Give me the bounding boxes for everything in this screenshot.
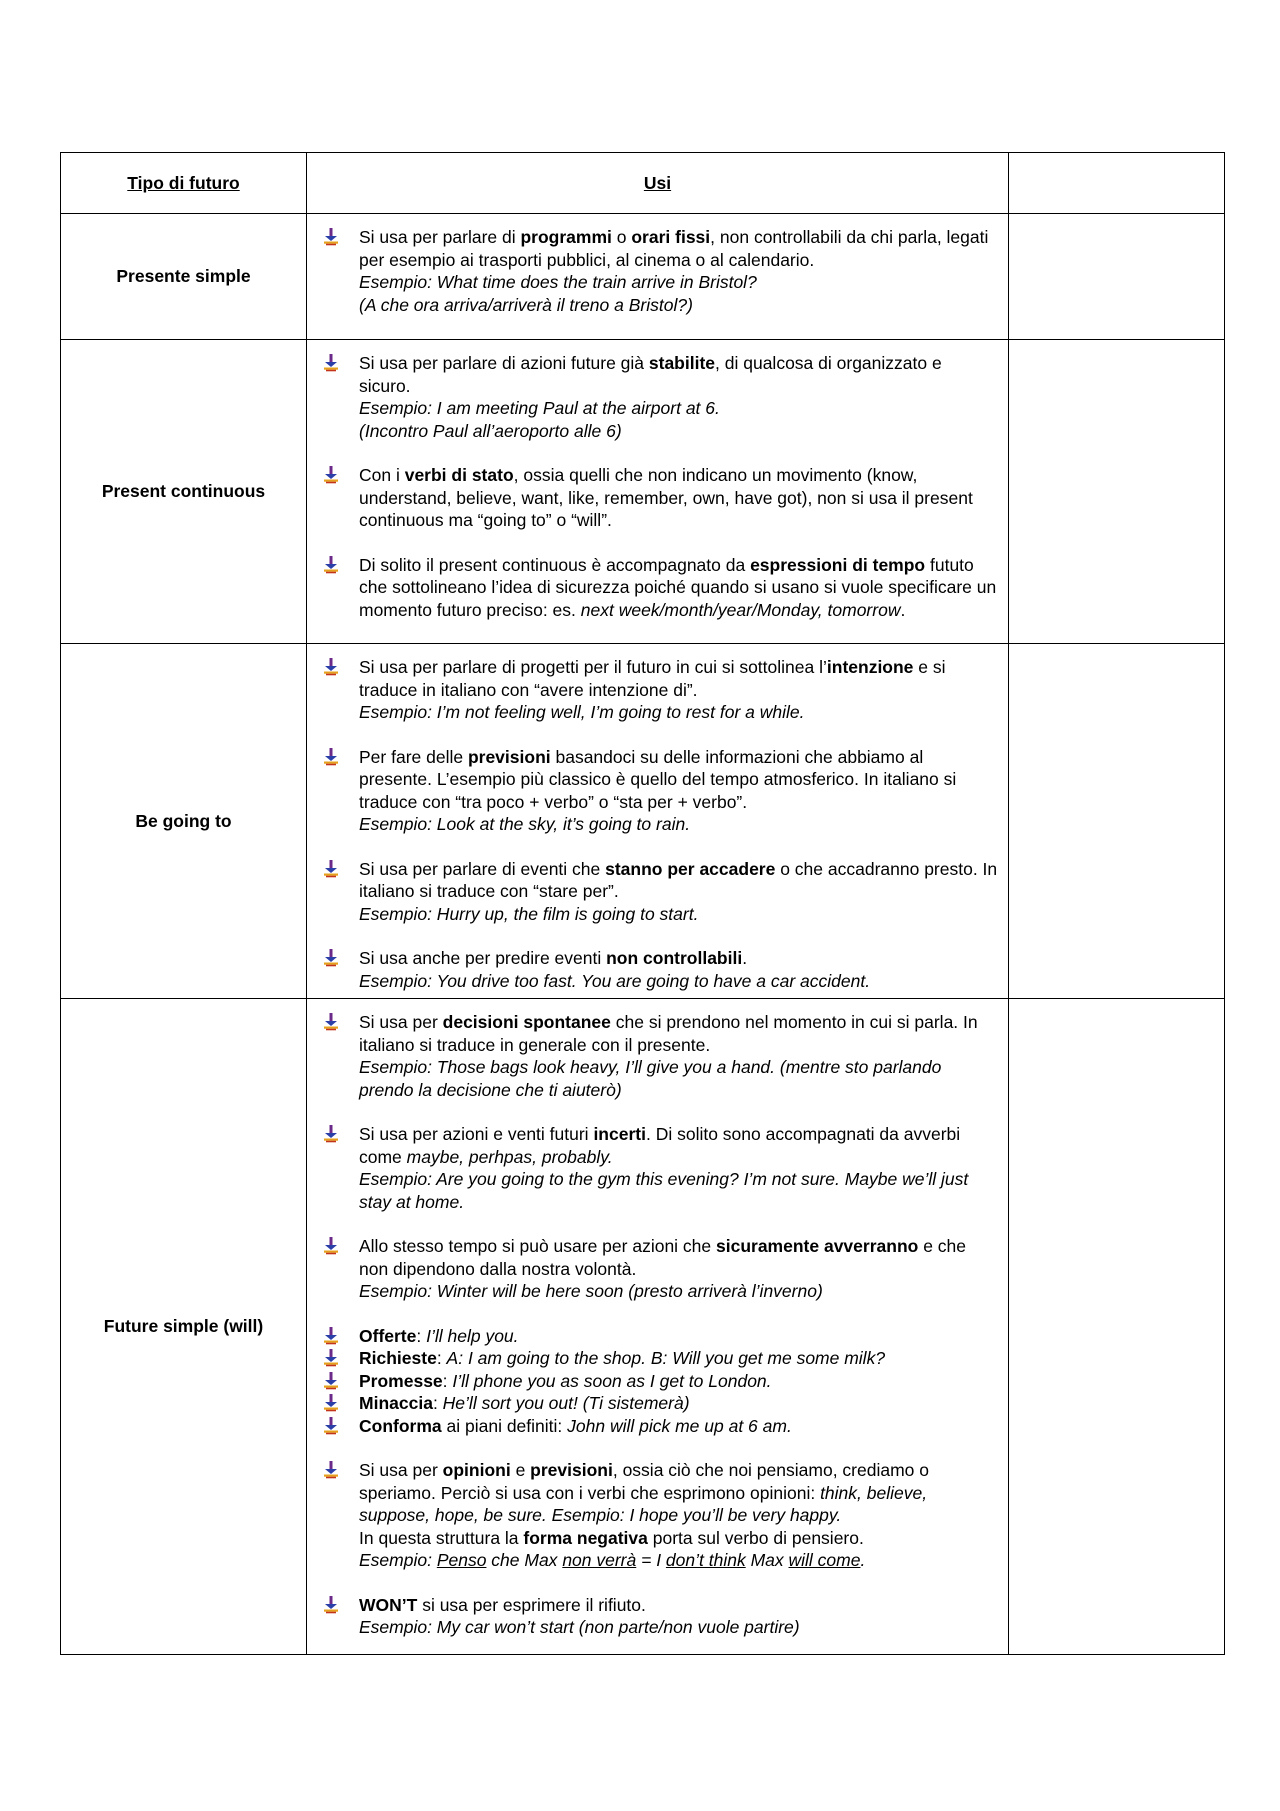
underlined-text: will come bbox=[788, 1550, 861, 1570]
item-text: o bbox=[611, 227, 632, 247]
example-text: John will pick me up at 6 am. bbox=[567, 1415, 792, 1436]
bullet-arrow-icon bbox=[323, 858, 359, 880]
table-header-row bbox=[61, 153, 1225, 214]
example-text: Esempio: bbox=[359, 1550, 437, 1570]
item-bold: decisioni spontanee bbox=[442, 1012, 611, 1032]
item-text: Di solito il present continuous è accompagnato da bbox=[359, 554, 751, 575]
bullet-arrow-icon bbox=[323, 1011, 359, 1033]
list-item bbox=[323, 1325, 998, 1348]
item-text: , non controllabili da chi parla, legati per esempio ai trasporti pubblici, al cinema o al calendario. bbox=[359, 227, 989, 270]
item-text: Si usa per parlare di bbox=[359, 227, 521, 247]
underlined-text: Penso bbox=[436, 1550, 487, 1570]
item-text: Si usa per parlare di progetti per il futuro in cui si sottolinea l’ bbox=[359, 657, 827, 677]
bullet-arrow-icon bbox=[323, 464, 359, 486]
example-text: (Incontro Paul all’aeroporto alle 6) bbox=[359, 420, 622, 441]
bullet-arrow-icon bbox=[323, 947, 359, 969]
item-bold: WON’T bbox=[359, 1594, 418, 1615]
example-text: che Max bbox=[486, 1550, 563, 1570]
item-bold: orari fissi bbox=[631, 227, 711, 247]
example-text: Esempio: Hurry up, the film is going to start. bbox=[359, 903, 699, 924]
empty-cell bbox=[1009, 999, 1225, 1655]
table-row bbox=[61, 644, 1225, 999]
item-text: che si prendono nel momento in cui si parla. In italiano si traduce in generale con il presente. bbox=[359, 1012, 978, 1055]
empty-cell bbox=[1009, 644, 1225, 999]
item-bold: stabilite bbox=[648, 353, 716, 373]
header-cell-usi bbox=[307, 153, 1009, 214]
uses-sublist bbox=[323, 1325, 998, 1438]
list-item bbox=[323, 1459, 998, 1572]
example-text: think, believe, suppose, hope, be sure. Esempio: I hope you’ll be very happy. bbox=[359, 1482, 928, 1525]
item-text: Si usa per parlare di azioni future già bbox=[359, 353, 649, 373]
example-text: next week/month/year/Monday, tomorrow bbox=[580, 599, 901, 620]
example-text: Max bbox=[745, 1550, 789, 1570]
item-text: e bbox=[510, 1460, 531, 1480]
uses-cell bbox=[307, 999, 1009, 1655]
item-bold: sicuramente avverranno bbox=[716, 1236, 919, 1256]
bullet-arrow-icon bbox=[323, 1392, 359, 1414]
example-text: Esempio: I’m not feeling well, I’m going to rest for a while. bbox=[359, 702, 805, 722]
list-item bbox=[323, 858, 998, 926]
header-usi: Usi bbox=[643, 172, 672, 193]
futures-table bbox=[60, 152, 1225, 1655]
bullet-arrow-icon bbox=[323, 1370, 359, 1392]
bullet-arrow-icon bbox=[323, 746, 359, 768]
list-item bbox=[323, 947, 998, 992]
item-bold: non controllabili bbox=[606, 948, 743, 968]
item-text: fututo che sottolineano l’idea di sicurezza poiché quando si usano si vuole specificare un momento futuro preciso: es. bbox=[359, 554, 997, 620]
uses-cell bbox=[307, 214, 1009, 340]
bullet-arrow-icon bbox=[323, 1594, 359, 1616]
item-bold: previsioni bbox=[467, 746, 551, 767]
list-item bbox=[323, 1011, 998, 1101]
list-item bbox=[323, 352, 998, 442]
example-text: He’ll sort you out! (Ti sistemerà) bbox=[442, 1393, 690, 1413]
example-text: Esempio: I am meeting Paul at the airport at 6. bbox=[359, 398, 720, 418]
type-cell: Presente simple bbox=[61, 214, 307, 340]
empty-cell bbox=[1009, 214, 1225, 340]
item-text: Allo stesso tempo si può usare per azioni che bbox=[359, 1236, 716, 1256]
list-item bbox=[323, 656, 998, 724]
item-text: , di qualcosa di organizzato e sicuro. bbox=[359, 353, 942, 396]
item-bold: programmi bbox=[520, 227, 612, 247]
table-row bbox=[61, 214, 1225, 340]
bullet-arrow-icon bbox=[323, 656, 359, 678]
item-text: e che non dipendono dalla nostra volontà. bbox=[359, 1236, 967, 1279]
header-cell-tipo bbox=[61, 153, 307, 214]
header-cell-empty bbox=[1009, 153, 1225, 214]
item-text: Si usa per azioni e venti futuri bbox=[359, 1124, 594, 1144]
bullet-arrow-icon bbox=[323, 1123, 359, 1145]
bullet-arrow-icon bbox=[323, 1325, 359, 1347]
item-text: basandoci su delle informazioni che abbiamo al presente. L’esempio più classico è quello del tempo atmosferico. In italiano si traduce con “tra poco + verbo” o “sta per + verbo”. bbox=[359, 746, 957, 812]
item-text: : bbox=[442, 1370, 453, 1391]
bullet-arrow-icon bbox=[323, 1235, 359, 1257]
item-text: Con i bbox=[359, 465, 405, 485]
bullet-arrow-icon bbox=[323, 1415, 359, 1437]
item-text: Si usa per bbox=[359, 1012, 443, 1032]
item-text: : bbox=[436, 1348, 447, 1368]
list-item bbox=[323, 226, 998, 316]
item-bold: stanno per accadere bbox=[605, 858, 776, 879]
item-text: , ossia quelli che non indicano un movimento (know, understand, believe, want, like, remember, own, have got), non si usa il present continuous ma “going to” o “will”. bbox=[359, 465, 973, 530]
bullet-arrow-icon bbox=[323, 1347, 359, 1369]
bullet-arrow-icon bbox=[323, 1459, 359, 1481]
list-item bbox=[323, 746, 998, 836]
item-bold: intenzione bbox=[826, 657, 914, 677]
item-text: : bbox=[432, 1393, 443, 1413]
item-text: Si usa per bbox=[359, 1460, 443, 1480]
item-bold: Richieste bbox=[359, 1348, 437, 1368]
uses-cell bbox=[307, 644, 1009, 999]
item-text: , ossia ciò che noi pensiamo, crediamo o speriamo. Perciò si usa con i verbi che esprimono opinioni: bbox=[359, 1460, 929, 1503]
list-item bbox=[323, 1235, 998, 1303]
item-text: . bbox=[742, 948, 748, 968]
underlined-text: don’t think bbox=[665, 1550, 746, 1570]
example-text: = I bbox=[636, 1550, 666, 1570]
uses-cell bbox=[307, 340, 1009, 644]
example-text: I’ll phone you as soon as I get to London. bbox=[452, 1370, 772, 1391]
item-bold: previsioni bbox=[530, 1460, 613, 1480]
example-text: Esempio: Winter will be here soon (presto arriverà l’inverno) bbox=[359, 1281, 823, 1301]
list-item bbox=[323, 1392, 998, 1415]
example-text: Esempio: Those bags look heavy, I’ll give you a hand. (mentre sto parlando prendo la decisione che ti aiuterò) bbox=[359, 1057, 942, 1100]
item-bold: forma negativa bbox=[523, 1527, 648, 1548]
list-item bbox=[323, 1123, 998, 1213]
example-text: Esempio: Look at the sky, it’s going to rain. bbox=[359, 814, 691, 834]
item-bold: Promesse bbox=[359, 1370, 443, 1391]
type-cell: Present continuous bbox=[61, 340, 307, 644]
item-text: ai piani definiti: bbox=[441, 1415, 568, 1436]
example-text: . bbox=[860, 1550, 866, 1570]
header-tipo: Tipo di futuro bbox=[127, 172, 240, 193]
item-bold: Conforma bbox=[359, 1415, 442, 1436]
item-text: . Di solito sono accompagnati da avverbi come bbox=[359, 1124, 961, 1167]
bullet-arrow-icon bbox=[323, 352, 359, 374]
item-bold: verbi di stato bbox=[404, 465, 514, 485]
item-bold: Offerte bbox=[359, 1325, 417, 1346]
list-item bbox=[323, 464, 998, 532]
example-text: Esempio: You drive too fast. You are going to have a car accident. bbox=[359, 970, 871, 991]
item-bold: opinioni bbox=[442, 1460, 511, 1480]
item-text: Si usa anche per predire eventi bbox=[359, 948, 607, 968]
bullet-arrow-icon bbox=[323, 554, 359, 576]
table-row bbox=[61, 999, 1225, 1655]
type-cell: Future simple (will) bbox=[61, 999, 307, 1655]
example-text: (A che ora arriva/arriverà il treno a Bristol?) bbox=[359, 294, 693, 315]
item-text: si usa per esprimere il rifiuto. bbox=[417, 1594, 646, 1615]
example-text: maybe, perhpas, probably. bbox=[406, 1146, 613, 1167]
item-text: o che accadranno presto. In italiano si traduce con “stare per”. bbox=[359, 858, 998, 901]
example-text: I’ll help you. bbox=[426, 1325, 519, 1346]
item-bold: Minaccia bbox=[359, 1393, 433, 1413]
example-text: A: I am going to the shop. B: Will you get me some milk? bbox=[446, 1348, 886, 1368]
item-text: Si usa per parlare di eventi che bbox=[359, 858, 606, 879]
bullet-arrow-icon bbox=[323, 226, 359, 248]
list-item bbox=[323, 1370, 998, 1393]
list-item bbox=[323, 554, 998, 622]
item-bold: incerti bbox=[593, 1124, 646, 1144]
item-text: Per fare delle bbox=[359, 746, 468, 767]
example-text: Esempio: My car won’t start (non parte/non vuole partire) bbox=[359, 1617, 800, 1637]
item-text: porta sul verbo di pensiero. bbox=[647, 1527, 864, 1548]
list-item bbox=[323, 1415, 998, 1438]
type-cell: Be going to bbox=[61, 644, 307, 999]
underlined-text: non verrà bbox=[562, 1550, 637, 1570]
example-text: Esempio: Are you going to the gym this evening? I’m not sure. Maybe we’ll just stay at home. bbox=[359, 1169, 969, 1212]
item-text: e si traduce in italiano con “avere intenzione di”. bbox=[359, 657, 946, 700]
list-item bbox=[323, 1347, 998, 1370]
table-row bbox=[61, 340, 1225, 644]
item-text: In questa struttura la bbox=[359, 1527, 524, 1548]
item-bold: espressioni di tempo bbox=[750, 554, 926, 575]
item-text: : bbox=[416, 1325, 427, 1346]
list-item bbox=[323, 1594, 998, 1639]
example-text: Esempio: What time does the train arrive in Bristol? bbox=[359, 272, 757, 292]
empty-cell bbox=[1009, 340, 1225, 644]
item-text: . bbox=[900, 599, 906, 620]
